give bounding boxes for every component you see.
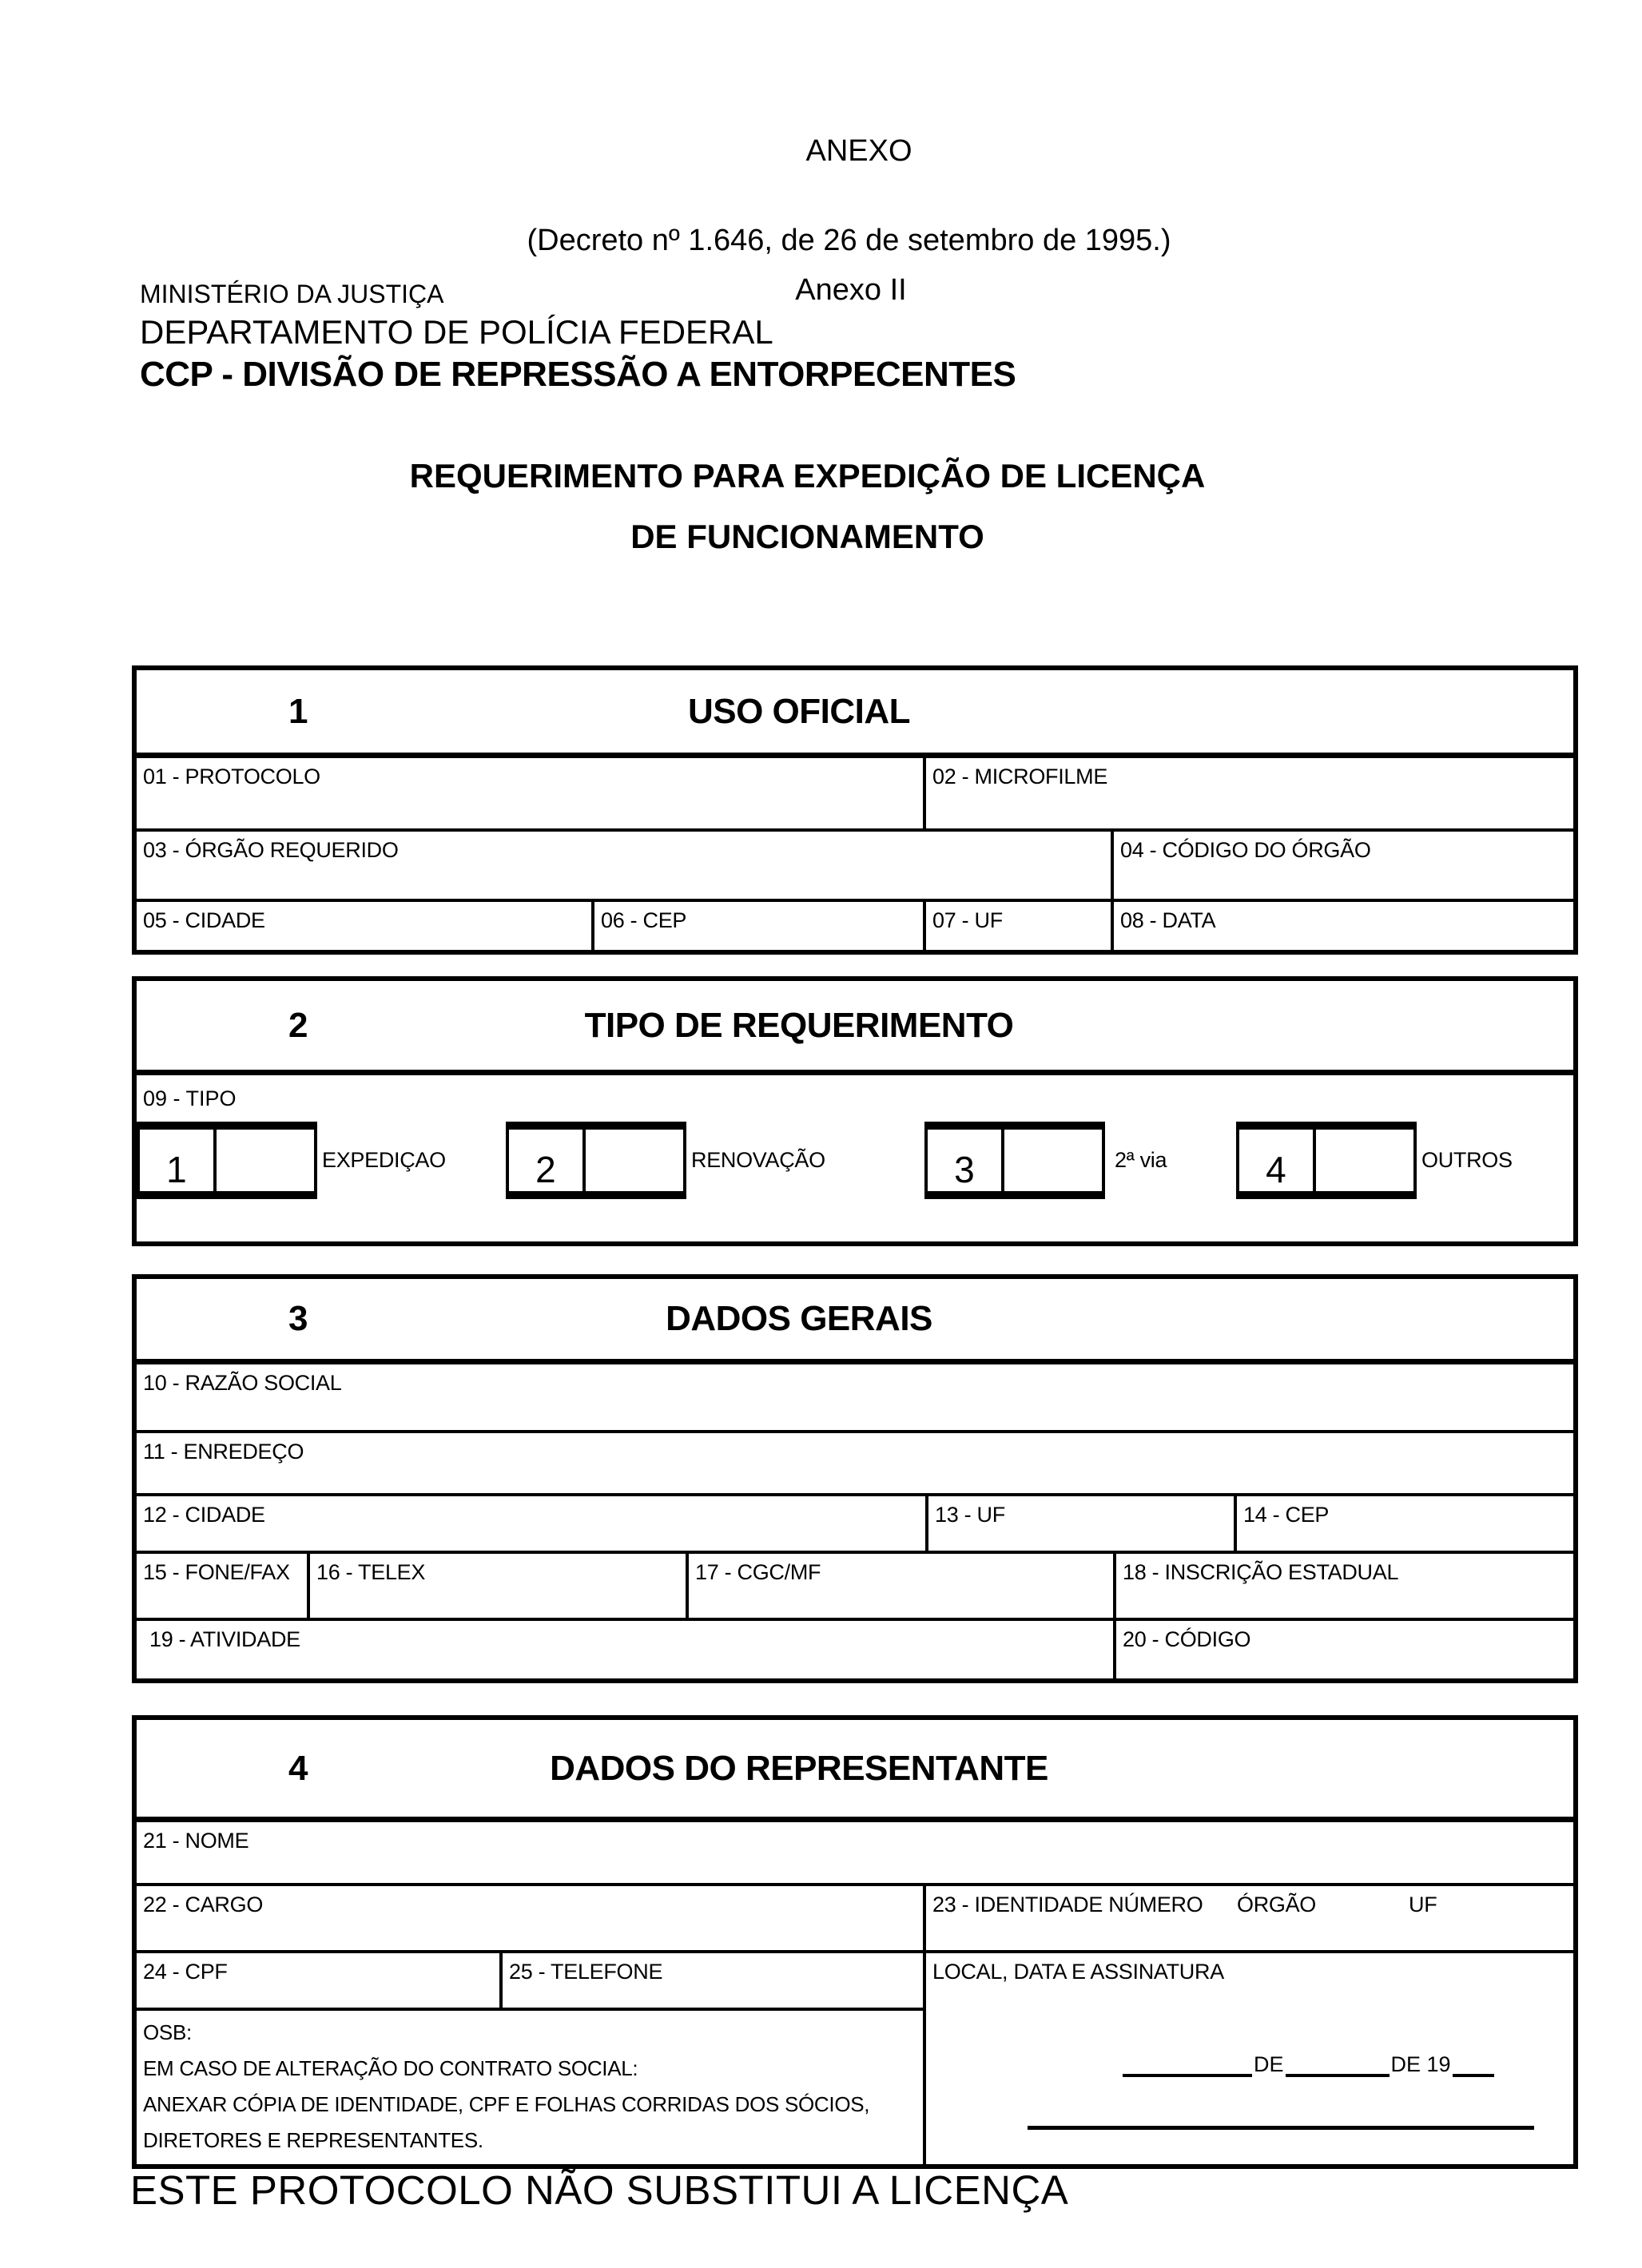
field-06-label: 06 - CEP: [601, 908, 687, 932]
tipo-option-4-number: 4: [1239, 1130, 1316, 1191]
section1-row1: [137, 758, 1573, 828]
field-06-cep[interactable]: [591, 902, 923, 950]
decree-reference: (Decreto nº 1.646, de 26 de setembro de 1995.): [527, 224, 1171, 257]
section4-row1: [137, 1822, 1573, 1883]
field-22-cargo[interactable]: [137, 1886, 923, 1950]
section1-row3: [137, 899, 1573, 950]
section3-row3: [137, 1493, 1573, 1551]
field-23-identidade[interactable]: [923, 1886, 1573, 1950]
section1-number: 1: [288, 691, 308, 731]
tipo-option-expedicao: [137, 1122, 446, 1199]
field-09-label: 09 - TIPO: [143, 1086, 237, 1110]
date-blank-month[interactable]: [1286, 2053, 1390, 2077]
field-23-label: 23 - IDENTIDADE NÚMERO: [932, 1893, 1203, 1916]
tipo-option-4-label: OUTROS: [1421, 1148, 1513, 1172]
tipo-option-4-box: [1236, 1122, 1417, 1199]
field-20-codigo[interactable]: [1113, 1621, 1573, 1678]
field-14-label: 14 - CEP: [1243, 1503, 1330, 1527]
field-10-label: 10 - RAZÃO SOCIAL: [143, 1371, 342, 1395]
section-dados-gerais: [132, 1274, 1578, 1683]
obs-line-1: OSB:: [143, 2020, 192, 2044]
section-tipo-requerimento: [132, 976, 1578, 1246]
field-25-telefone[interactable]: [499, 1953, 923, 2008]
field-18-label: 18 - INSCRIÇÃO ESTADUAL: [1123, 1560, 1399, 1584]
section4-number: 4: [288, 1748, 308, 1788]
date-fill-line: [1121, 2052, 1496, 2077]
section4-bottom-left: [137, 1953, 926, 2164]
section3-title: DADOS GERAIS: [666, 1299, 932, 1338]
field-19-label: 19 - ATIVIDADE: [149, 1627, 300, 1651]
field-04-label: 04 - CÓDIGO DO ÓRGÃO: [1120, 838, 1371, 862]
section4-header: [137, 1720, 1573, 1822]
section3-row4: [137, 1551, 1573, 1618]
obs-line-4: DIRETORES E REPRESENTANTES.: [143, 2128, 483, 2152]
tipo-option-outros: [1236, 1122, 1513, 1199]
section2-title: TIPO DE REQUERIMENTO: [584, 1005, 1014, 1045]
annex-title: ANEXO: [805, 134, 912, 168]
tipo-option-3-box: [924, 1122, 1105, 1199]
date-de-label-1: DE: [1254, 2052, 1284, 2076]
field-15-label: 15 - FONE/FAX: [143, 1560, 290, 1584]
field-25-label: 25 - TELEFONE: [509, 1960, 663, 1984]
section4-bottom: [137, 1950, 1573, 2164]
tipo-option-4-checkbox[interactable]: [1316, 1130, 1413, 1191]
ministry-name: MINISTÉRIO DA JUSTIÇA: [140, 280, 444, 308]
tipo-option-1-label: EXPEDIÇAO: [322, 1148, 446, 1172]
section-uso-oficial: [132, 665, 1578, 955]
field-23-uf-label: UF: [1409, 1893, 1437, 1916]
agency-block: [140, 280, 1016, 395]
field-02-label: 02 - MICROFILME: [932, 765, 1108, 788]
section1-header: [137, 670, 1573, 758]
obs-line-3: ANEXAR CÓPIA DE IDENTIDADE, CPF E FOLHAS CORRIDAS DOS SÓCIOS,: [143, 2092, 870, 2116]
field-01-label: 01 - PROTOCOLO: [143, 765, 320, 788]
tipo-option-2-checkbox[interactable]: [586, 1130, 683, 1191]
date-blank-year[interactable]: [1453, 2053, 1494, 2077]
field-12-cidade[interactable]: [137, 1496, 925, 1551]
section4-cpf-row: [137, 1953, 923, 2011]
section3-row1: [137, 1364, 1573, 1430]
tipo-option-1-checkbox[interactable]: [217, 1130, 314, 1191]
section1-row2: [137, 828, 1573, 899]
tipo-option-2-label: RENOVAÇÃO: [691, 1148, 825, 1172]
section3-header: [137, 1279, 1573, 1364]
field-16-telex[interactable]: [307, 1554, 686, 1618]
field-20-label: 20 - CÓDIGO: [1123, 1627, 1251, 1651]
form-title-line1: REQUERIMENTO PARA EXPEDIÇÃO DE LICENÇA: [409, 457, 1206, 495]
field-17-label: 17 - CGC/MF: [695, 1560, 821, 1584]
field-local-data-assinatura[interactable]: [926, 1953, 1573, 2164]
field-21-nome[interactable]: [137, 1822, 1573, 1883]
tipo-option-renovacao: [506, 1122, 825, 1199]
tipo-option-2-number: 2: [509, 1130, 586, 1191]
section-dados-representante: [132, 1715, 1578, 2169]
field-16-label: 16 - TELEX: [316, 1560, 426, 1584]
tipo-option-3-checkbox[interactable]: [1004, 1130, 1102, 1191]
field-24-cpf[interactable]: [137, 1953, 499, 2008]
field-02-microfilme[interactable]: [923, 758, 1573, 828]
field-08-label: 08 - DATA: [1120, 908, 1216, 932]
department-name: DEPARTAMENTO DE POLÍCIA FEDERAL: [140, 313, 773, 351]
field-10-razao-social[interactable]: [137, 1364, 1573, 1430]
field-21-label: 21 - NOME: [143, 1829, 249, 1853]
tipo-option-1-number: 1: [140, 1130, 217, 1191]
tipo-option-segunda-via: [924, 1122, 1167, 1199]
field-08-data[interactable]: [1111, 902, 1573, 950]
field-09-tipo-area: [137, 1075, 1573, 1241]
field-07-label: 07 - UF: [932, 908, 1003, 932]
tipo-option-2-box: [506, 1122, 686, 1199]
field-11-label: 11 - ENREDEÇO: [143, 1440, 304, 1464]
field-15-fone-fax[interactable]: [137, 1554, 307, 1618]
field-03-label: 03 - ÓRGÃO REQUERIDO: [143, 838, 399, 862]
field-24-label: 24 - CPF: [143, 1960, 228, 1984]
section2-number: 2: [288, 1005, 308, 1045]
field-05-cidade[interactable]: [137, 902, 591, 950]
footer-warning: ESTE PROTOCOLO NÃO SUBSTITUI A LICENÇA: [130, 2167, 1069, 2213]
field-22-label: 22 - CARGO: [143, 1893, 264, 1916]
tipo-option-1-box: [137, 1122, 317, 1199]
field-05-label: 05 - CIDADE: [143, 908, 265, 932]
section4-row2: [137, 1883, 1573, 1950]
field-13-uf[interactable]: [925, 1496, 1234, 1551]
field-17-cgc-mf[interactable]: [686, 1554, 1113, 1618]
field-18-inscricao-estadual[interactable]: [1113, 1554, 1573, 1618]
section3-row5: [137, 1618, 1573, 1678]
date-de-label-2: DE 19: [1390, 2052, 1451, 2076]
field-12-label: 12 - CIDADE: [143, 1503, 265, 1527]
signature-line[interactable]: [1028, 2126, 1534, 2130]
field-11-endereco[interactable]: [137, 1433, 1573, 1493]
field-07-uf[interactable]: [923, 902, 1111, 950]
annex-subtitle: Anexo II: [795, 273, 907, 307]
section1-title: USO OFICIAL: [687, 691, 911, 731]
field-04-codigo-orgao[interactable]: [1111, 832, 1573, 899]
obs-line-2: EM CASO DE ALTERAÇÃO DO CONTRATO SOCIAL:: [143, 2056, 638, 2080]
field-19-atividade[interactable]: [137, 1621, 1113, 1678]
division-name: CCP - DIVISÃO DE REPRESSÃO A ENTORPECENTES: [140, 355, 1016, 394]
field-01-protocolo[interactable]: [137, 758, 923, 828]
date-blank-city[interactable]: [1123, 2053, 1252, 2077]
section4-title: DADOS DO REPRESENTANTE: [550, 1748, 1048, 1788]
tipo-option-3-label: 2ª via: [1115, 1148, 1167, 1172]
obs-note-cell: [137, 2011, 923, 2164]
tipo-option-3-number: 3: [928, 1130, 1004, 1191]
local-data-assinatura-label: LOCAL, DATA E ASSINATURA: [932, 1960, 1224, 1984]
section3-row2: [137, 1430, 1573, 1493]
form-title-line2: DE FUNCIONAMENTO: [630, 518, 984, 555]
field-14-cep[interactable]: [1234, 1496, 1573, 1551]
field-03-orgao-requerido[interactable]: [137, 832, 1111, 899]
field-23-orgao-label: ÓRGÃO: [1237, 1893, 1317, 1916]
section3-number: 3: [288, 1299, 308, 1338]
field-13-label: 13 - UF: [935, 1503, 1005, 1527]
section2-header: [137, 981, 1573, 1075]
